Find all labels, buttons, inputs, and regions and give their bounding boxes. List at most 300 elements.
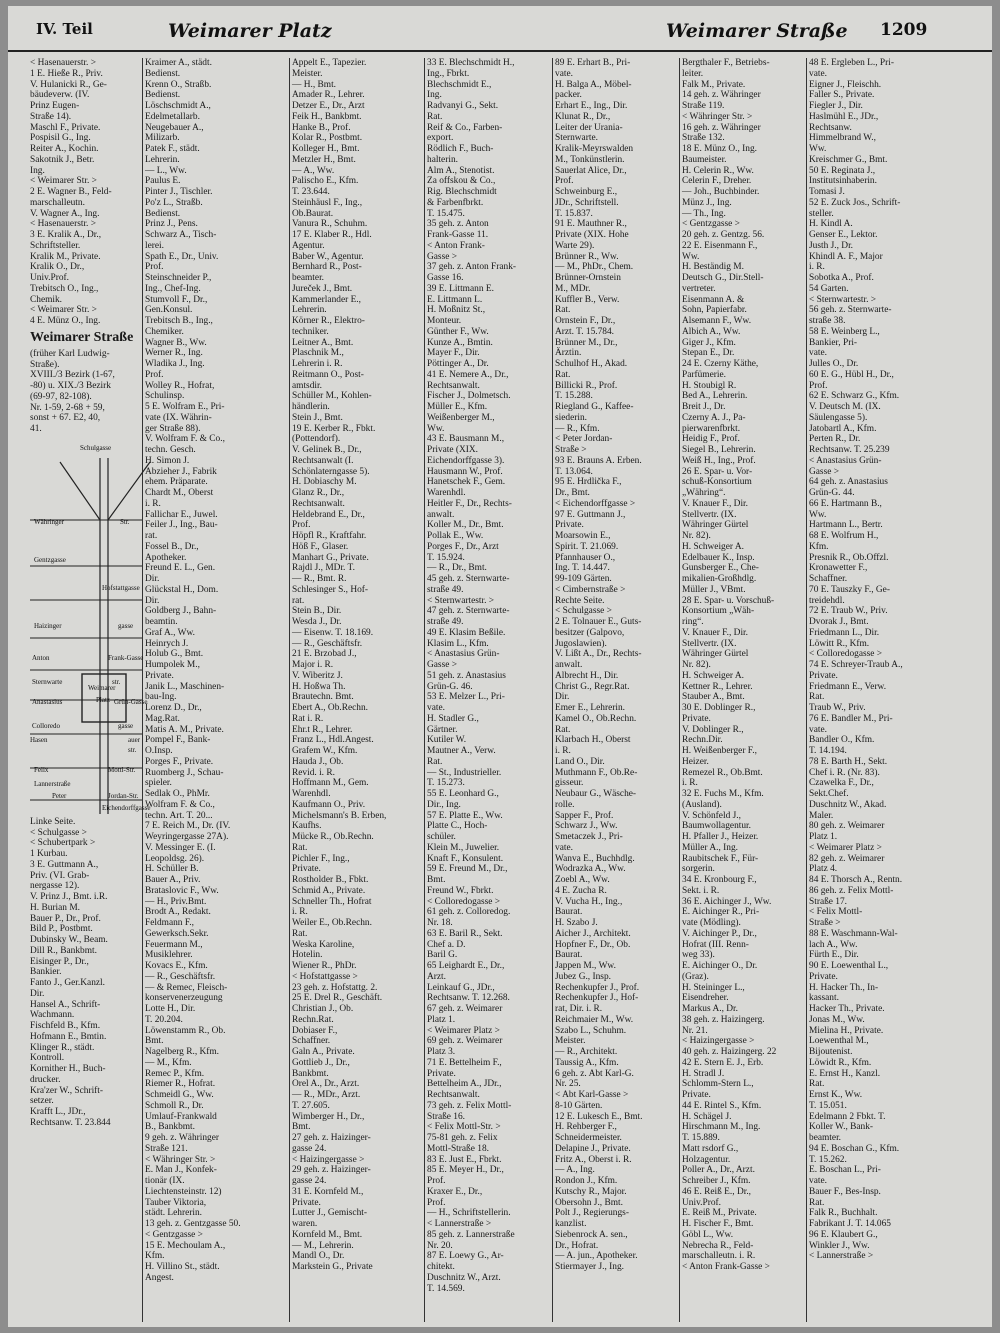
entry-line: Rechn.Dir. (682, 735, 723, 746)
entry-line: Rechenkupfer J., Hof- (555, 993, 639, 1004)
entry-line: Rig. Blechschmidt (427, 187, 497, 197)
entry-line: Holzagentur. (682, 1154, 731, 1165)
entry-line: 20 geh. z. Gentzg. 56. (682, 230, 765, 240)
entry-line: Gasse > (809, 466, 840, 477)
entry-line: Klasim L., Kfm. (427, 638, 489, 649)
entry-line: H. Schweiger A. (682, 670, 744, 681)
entry-line: 75-81 geh. z. Felix (427, 1133, 498, 1143)
entry-line: 9 geh. z. Währinger (145, 1133, 220, 1143)
entry-line: Bernhard R., Post- (292, 262, 362, 273)
entry-line: 29 geh. z. Haizinger- (292, 1165, 371, 1176)
entry-line: 67 geh. z. Weimarer (427, 1004, 503, 1014)
entry-line: < Weimarer Str. > (30, 176, 97, 187)
entry-line: H. Balga A., Möbel- (555, 79, 632, 90)
entry-line: Neugebauer A., (145, 122, 204, 133)
entry-line: Gunsberger E., Che- (682, 563, 759, 574)
entry-line: spieler. (145, 778, 172, 789)
entry-line: H. Simon J. (145, 455, 190, 466)
entry-line: M., MDr. (555, 283, 591, 294)
entry-line: Ing. (30, 165, 45, 176)
entry-line: Edelmann 2 Fbkt. T. (809, 1111, 886, 1122)
map-street-label: str. (128, 745, 137, 754)
entry-line: 76 E. Bandler M., Pri- (809, 713, 893, 724)
entry-line: Mottl-Straße 18. (427, 1143, 489, 1154)
map-street-label: Schulgasse (80, 443, 112, 452)
entry-line: < Lannerstraße > (427, 1219, 492, 1229)
entry-line: Schreiber J., Kfm. (682, 1176, 751, 1186)
entry-line: i. R. (809, 262, 825, 273)
entry-line: ehem. Präparate. (145, 477, 208, 488)
entry-line: 97 E. Guttmann J., (555, 509, 626, 520)
entry-line: < Anastasius Grün- (427, 649, 500, 660)
entry-line: Julles O., Dr. (809, 359, 859, 369)
entry-line: 70 E. Tauszky F., Ge- (809, 584, 890, 595)
map-street-label: Mottl-Str. (108, 765, 136, 774)
street-map-drawing (30, 438, 151, 814)
entry-line: T. 13.064. (555, 466, 593, 477)
entry-line: Löwidt R., Kfm. (809, 1057, 872, 1068)
entry-line: 42 E. Stern E. J., Erb. (682, 1057, 764, 1068)
entry-line: Private. (145, 670, 174, 681)
entry-line: Kraimer A., städt. (145, 58, 212, 68)
entry-line: Lorenz D., Dr., (145, 703, 202, 713)
entry-line: E. Aichinger O., Dr. (682, 961, 758, 971)
entry-line: Dr., Hofrat. (555, 1240, 599, 1251)
entry-line: Agentur. (292, 240, 325, 251)
entry-line: vate. (809, 724, 827, 735)
entry-line: 72 E. Traub W., Priv. (809, 606, 888, 617)
entry-line: < Anastasius Grün- (809, 455, 882, 466)
entry-line: M., Tonkünstlerin. (555, 154, 625, 165)
entry-line: Wimberger H., Dr., (292, 1111, 365, 1122)
entry-line: JDr., Schriftstell. (555, 197, 619, 208)
entry-line: Gen.Konsul. (145, 305, 193, 316)
entry-line: H. Hoßwa Th. (292, 681, 346, 692)
entry-line: ger Straße 88). (145, 423, 201, 434)
entry-line: Rechtsanw. T. 23.844 (30, 1117, 111, 1128)
entry-line: Freund W., Fbrkt. (427, 885, 494, 896)
entry-line: — St., Industrieller. (427, 767, 502, 778)
entry-line: rat. (292, 595, 305, 606)
entry-line: kassant. (809, 993, 839, 1004)
entry-line: 78 E. Barth H., Sekt. (809, 756, 888, 767)
entry-line: Christian J., Ob. (292, 1004, 354, 1014)
entry-line: 27 geh. z. Haizinger- (292, 1133, 371, 1143)
entry-line: Angest. (145, 1272, 174, 1283)
entry-line: — M., Lehrerin. (292, 1240, 354, 1251)
entry-line: Polt J., Regierungs- (555, 1208, 629, 1219)
entry-line: Straße 14). (30, 111, 72, 122)
entry-line: schüler. (427, 832, 456, 842)
entry-line: 60 E. G., Hübl H., Dr., (809, 369, 894, 380)
entry-line: Rostholder B., Fbkt. (292, 875, 369, 885)
entry-line: Weyringergasse 27A). (145, 832, 229, 842)
entry-line: Bauer F., Bes-Insp. (809, 1186, 881, 1197)
entry-line: Pfannhauser O., (555, 552, 616, 563)
entry-line: Markus A., Dr. (682, 1004, 738, 1014)
entry-line: vertreter. (682, 283, 716, 294)
entry-line: Heitler F., Dr., Rechts- (427, 498, 512, 509)
entry-line: 28 E. Spar- u. Vorschuß- (682, 595, 775, 606)
entry-line: 74 E. Schreyer-Traub A., (809, 660, 903, 670)
entry-line: T. 15.475. (427, 208, 465, 219)
entry-line: V. Aichinger P., Dr., (682, 928, 757, 939)
entry-line: Jatobartl A., Kfm. (809, 423, 877, 434)
entry-line: 35 geh. z. Anton (427, 219, 489, 230)
entry-line: export. (427, 133, 454, 144)
entry-line: 89 E. Erhart B., Pri- (555, 58, 631, 68)
entry-line: vate. (555, 842, 573, 853)
entry-line: Milizarb. (145, 133, 180, 144)
entry-line: weg 33). (682, 950, 715, 961)
entry-line: Pollak E., Ww. (427, 531, 484, 541)
entry-line: i. R. (682, 778, 698, 789)
entry-line: Kutiler W. (427, 735, 467, 746)
directory-column-7 (809, 58, 989, 1322)
entry-line: Grün-G. 46. (427, 681, 473, 692)
entry-line: Kfm. (809, 541, 829, 552)
entry-line: Göbl L., Ww. (682, 1229, 734, 1240)
entry-line: Leopoldsg. 26). (145, 853, 205, 864)
entry-line: Wodrazka A., Ww. (555, 864, 626, 875)
entry-line: Straße). (30, 359, 60, 370)
entry-line: Gasse 16. (427, 273, 464, 283)
entry-line: H. Villino St., städt. (145, 1262, 220, 1272)
entry-line: Prof. (555, 176, 574, 187)
right-running-title: Weimarer Straße (666, 20, 848, 42)
entry-line: Kolar R., Postbmt. (292, 133, 363, 144)
entry-line: Obersohn J., Bmt. (555, 1197, 623, 1208)
entry-line: Prof. (427, 1197, 446, 1208)
entry-line: < Felix Mottl-Str. > (427, 1122, 501, 1133)
entry-line: Galn A., Private. (292, 1047, 355, 1057)
entry-line: 24 E. Czerny Käthe, (682, 359, 759, 369)
entry-line: 51 geh. z. Anastasius (427, 670, 506, 681)
entry-line: packer. (555, 90, 582, 101)
entry-line: E. Boschan L., Pri- (809, 1165, 881, 1176)
entry-line: Schaffner. (809, 574, 848, 584)
entry-line: Günther F., Ww. (427, 326, 489, 337)
entry-line: Rat. (809, 1079, 825, 1090)
entry-line: Schwarz A., Tisch- (145, 230, 217, 240)
entry-line: 56 geh. z. Sternwarte- (809, 305, 892, 316)
entry-line: gisseur. (555, 778, 584, 789)
entry-line: Müller J., VBmt. (682, 584, 746, 595)
entry-line: Bankier. (30, 967, 62, 978)
entry-line: Trebitsch O., Ing., (30, 283, 99, 294)
entry-line: techn. Art. T. 20... (145, 810, 213, 821)
entry-line: Hauda J., Ob. (292, 756, 344, 767)
entry-line: rolle. (555, 799, 575, 810)
entry-line: Mayer F., Dir. (427, 348, 480, 359)
entry-line: Warte 29). (555, 240, 595, 251)
entry-line: — & Remec, Fleisch- (145, 982, 228, 993)
entry-line: Haslmühl E., JDr., (809, 111, 879, 122)
entry-line: Mielina H., Private. (809, 1025, 884, 1036)
entry-line: < Anton Frank- (427, 240, 485, 251)
entry-line: Remezel R., Ob.Bmt. (682, 767, 763, 778)
entry-line: (Graz). (682, 971, 709, 982)
entry-line: Stellvertr. (IX. (682, 638, 737, 649)
entry-line: marschalleutn. i. R. (682, 1251, 756, 1262)
directory-page (8, 6, 992, 1327)
entry-line: sorgerin. (682, 864, 715, 875)
entry-line: Nr. 25. (555, 1079, 581, 1090)
entry-line: Glückstal H., Dom. (145, 584, 219, 595)
entry-line: < Gentzgasse > (145, 1229, 203, 1240)
entry-line: Hotelin. (292, 950, 323, 961)
entry-line: Müller A., Ing. (682, 842, 738, 853)
entry-line: Palischo E., Kfm. (292, 176, 359, 187)
map-street-label: Frank-Gasse (108, 653, 144, 662)
entry-line: Mautner A., Verw. (427, 746, 496, 756)
entry-line: Baurat. (555, 950, 583, 961)
entry-line: 88 E. Waschmann-Wal- (809, 928, 898, 939)
entry-line: < Sternwartestr. > (427, 595, 495, 606)
entry-line: Stellvertr. (IX. (682, 509, 737, 520)
entry-line: Stepan E., Dr. (682, 348, 735, 359)
entry-line: anwalt. (427, 509, 455, 520)
entry-line: vate. (809, 1176, 827, 1186)
entry-line: Lutter J., Gemischt- (292, 1208, 367, 1219)
entry-line: Stein J., Bmt. (292, 412, 343, 423)
entry-line: 96 E. Klaubert G., (809, 1229, 878, 1240)
entry-line: Reichmaier M., Ww. (555, 1014, 634, 1025)
entry-line: Meister. (555, 1036, 586, 1047)
entry-line: Lehrerin i. R. (292, 359, 343, 369)
entry-line: Tauber Viktoria, (145, 1197, 207, 1208)
entry-line: < Weimarer Platz > (427, 1025, 500, 1036)
entry-line: 30 E. Doblinger R., (682, 703, 756, 713)
entry-line: V. Messinger E. (I. (145, 842, 216, 853)
entry-line: i. R. (145, 498, 161, 509)
entry-line: Freund E. L., Gen. (145, 563, 216, 574)
entry-line: 40 geh. z. Haizingerg. 22 (682, 1047, 777, 1057)
entry-line: Klein M., Juwelier. (427, 842, 500, 853)
map-line (60, 462, 100, 520)
entry-line: 83 E. Just E., Fbrkt. (427, 1154, 502, 1165)
entry-line: Bmt. (145, 1036, 164, 1047)
entry-line: setzer. (30, 1096, 54, 1107)
entry-line: Schlesinger S., Hof- (292, 584, 369, 595)
entry-line: Hofrat (III. Renn- (682, 939, 749, 950)
entry-line: Schweinburg E., (555, 187, 618, 197)
entry-line: Frank-Gasse 11. (427, 230, 489, 240)
entry-line: T. 15.288. (555, 391, 593, 402)
entry-line: Smetaczek J., Pri- (555, 832, 623, 842)
entry-line: Hanetschek F., Gem. (427, 477, 506, 488)
map-street-label: Eichendorffgasse (102, 803, 151, 812)
entry-line: Mag.Rat. (145, 713, 180, 724)
entry-line: Reif & Co., Farben- (427, 122, 503, 133)
map-street-label: Colloredo (32, 721, 60, 730)
entry-line: H. Szabo J. (555, 918, 598, 928)
entry-line: Rat. (809, 1197, 825, 1208)
entry-line: Kamel O., Ob.Rechn. (555, 713, 637, 724)
entry-line: H. Kindl A. (809, 219, 853, 230)
entry-line: < Felix Mottl- (809, 907, 863, 918)
entry-line: Heinrych J. (145, 638, 189, 649)
entry-line: V. Prinz J., Bmt. i.R. (30, 892, 108, 902)
entry-line: Liechtensteinstr. 12) (145, 1186, 222, 1197)
entry-line: Gärtner. (427, 724, 458, 735)
entry-line: 57 E. Platte E., Ww. (427, 810, 503, 821)
street-map (30, 438, 151, 814)
entry-line: rat. (145, 531, 158, 541)
entry-line: Spirit. T. 21.069. (555, 541, 619, 552)
entry-line: 2 E. Wagner B., Feld- (30, 187, 112, 197)
entry-line: H. Stoubigl R. (682, 380, 737, 391)
entry-line: — Th., Ing. (682, 208, 726, 219)
entry-line: Mandl O., Dr. (292, 1251, 345, 1262)
entry-line: Winkler J., Ww. (809, 1240, 870, 1251)
entry-line: Kovacs E., Kfm. (145, 961, 208, 971)
entry-line: Grafem W., Kfm. (292, 746, 358, 756)
entry-line: Detzer E., Dr., Arzt (292, 101, 365, 111)
entry-line: 21 E. Brzobad J., (292, 649, 357, 660)
entry-line: 41. (30, 424, 42, 434)
entry-line: Werner R., Ing. (145, 348, 203, 359)
entry-line: — R., Kfm. (555, 423, 600, 434)
entry-line: 13 geh. z. Gentzgasse 50. (145, 1219, 241, 1229)
entry-line: Brünner R., Ww. (555, 251, 619, 262)
entry-line: Chardt M., Oberst (145, 488, 214, 498)
entry-line: Bergthaler F., Betriebs- (682, 58, 770, 68)
entry-line: Matt rsdorf G., (682, 1143, 739, 1154)
entry-line: 55 E. Leonhard G., (427, 789, 499, 799)
entry-line: Porges F., Dr., Arzt (427, 541, 499, 552)
entry-line: < Haizingergasse > (682, 1036, 755, 1047)
entry-line: Fritz A., Oberst i. R. (555, 1154, 632, 1165)
entry-line: T. 15.273. (427, 778, 465, 789)
entry-line: 62 E. Schwarz G., Kfm. (809, 391, 900, 402)
entry-line: 90 E. Loewenthal L., (809, 961, 889, 971)
entry-line: Christ G., Regr.Rat. (555, 681, 630, 692)
entry-line: Hopfner F., Dr., Ob. (555, 939, 631, 950)
entry-line: & Farbenfbrkt. (427, 197, 484, 208)
entry-line: Arzt. T. 15.784. (555, 326, 615, 337)
entry-line: Schlomm-Stern L., (682, 1079, 754, 1090)
entry-line: Kralik O., Dr., (30, 262, 85, 273)
entry-line: Steinhäusl F., Ing., (292, 197, 363, 208)
entry-line: Münz J., Ing. (682, 197, 732, 208)
entry-line: techniker. (292, 326, 329, 337)
entry-line: kanzlist. (555, 1219, 587, 1229)
entry-line: Muthmann F., Ob.Re- (555, 767, 638, 778)
entry-line: E. Man J., Konfek- (145, 1165, 217, 1176)
entry-line: Nr. 20. (427, 1240, 453, 1251)
entry-line: Sohn, Papierfabr. (682, 305, 747, 316)
entry-line: Gottlieb J., Dr., (292, 1057, 350, 1068)
entry-line: Ww. (809, 144, 827, 154)
entry-line: Vanura R., Schuhm. (292, 219, 368, 230)
map-street-label: Gentzgasse (34, 555, 66, 564)
entry-line: Private. (682, 1090, 711, 1100)
entry-line: Spath E., Dr., Univ. (145, 251, 219, 262)
entry-line: Straße 17. (809, 896, 848, 907)
directory-column-1 (30, 58, 151, 1322)
entry-line: Bankier, Pri- (809, 337, 858, 348)
map-street-label: Haizinger (34, 621, 62, 630)
entry-line: — R., Geschäftsfr. (292, 638, 363, 649)
map-street-label: gasse (118, 621, 134, 630)
entry-line: Ing. (427, 90, 442, 101)
entry-line: Dr., Bmt. (555, 488, 590, 498)
map-street-label: gasse (118, 721, 134, 730)
entry-line: (Pottendorf). (292, 434, 341, 445)
entry-line: Kralik M., Private. (30, 251, 101, 262)
entry-line: Czawelka F., Dr., (809, 778, 874, 789)
entry-line: 32 E. Fuchs M., Kfm. (682, 789, 764, 799)
entry-line: Orel A., Dr., Arzt. (292, 1079, 360, 1090)
entry-line: Nr. 82). (682, 660, 711, 670)
entry-line: Stauber A., Bmt. (682, 692, 745, 703)
entry-line: Wolley R., Hofrat, (145, 380, 215, 391)
entry-line: Straße 132. (682, 133, 725, 144)
entry-line: Matis A. M., Private. (145, 724, 224, 735)
entry-line: Maschl F., Private. (30, 122, 101, 133)
entry-line: Graf A., Ww. (145, 627, 195, 638)
entry-line: Paulus E. (145, 176, 181, 187)
entry-line: Fallichar E., Juwel. (145, 509, 218, 520)
entry-line: Leinkauf G., JDr., (427, 982, 495, 993)
entry-line: — H., Schriftstellerin. (427, 1208, 511, 1219)
entry-line: Schmoll R., Dr. (145, 1100, 204, 1111)
entry-line: Sedlak O., PhMr. (145, 789, 210, 799)
entry-line: Währinger Gürtel (682, 649, 749, 660)
entry-line: Platz 1. (427, 1014, 456, 1025)
entry-line: T. 27.605. (292, 1100, 330, 1111)
entry-line: Appelt E., Tapezier. (292, 58, 367, 68)
entry-line: Stumvoll F., Dr., (145, 294, 208, 305)
entry-line: Tomasi J. (809, 187, 845, 197)
entry-line: Stiermayer J., Ing. (555, 1262, 624, 1272)
entry-line: Hausmann W., Prof. (427, 466, 503, 477)
entry-line: Hofmann E., Bmtin. (30, 1031, 107, 1042)
entry-line: Lehrerin. (292, 305, 327, 316)
entry-line: Rechtsanw. T. 12.268. (427, 993, 510, 1004)
entry-line: E. Ernst H., Kanzl. (809, 1068, 881, 1079)
entry-line: Wolfram F. & Co., (145, 799, 215, 810)
entry-line: Giger J., Kfm. (682, 337, 736, 348)
entry-line: Porges F., Private. (145, 756, 214, 767)
entry-line: 2 E. Tolnauer E., Guts- (555, 617, 642, 627)
entry-line: Platte C., Hoch- (427, 821, 488, 832)
entry-line: Schulinsp. (145, 391, 185, 402)
entry-line: 37 geh. z. Anton Frank- (427, 262, 517, 273)
map-street-label: Anton (32, 653, 50, 662)
entry-line: Baurat. (555, 907, 583, 918)
entry-line: Platz 1. (809, 832, 838, 842)
entry-line: 39 E. Littmann E. (427, 283, 494, 294)
entry-line: 58 E. Weinberg L., (809, 326, 880, 337)
entry-line: Loewenthal M., (809, 1036, 869, 1047)
entry-line: Hansel A., Schrift- (30, 999, 101, 1010)
entry-line: Dubinsky W., Beam. (30, 935, 108, 945)
entry-line: Währinger Gürtel (682, 520, 749, 531)
entry-line: Faller S., Private. (809, 90, 875, 101)
entry-line: Brünner M., Dr., (555, 337, 618, 348)
entry-line: beamter. (292, 273, 325, 283)
entry-line: Revid. i. R. (292, 767, 335, 778)
entry-line: — H., Bmt. (292, 79, 337, 90)
entry-line: T. 15.924. (427, 552, 465, 563)
entry-line: Rat. (555, 724, 571, 735)
entry-line: < Anton Frank-Gasse > (682, 1262, 770, 1272)
entry-line: Amader R., Lehrer. (292, 90, 365, 101)
entry-line: Remec P., Kfm. (145, 1068, 205, 1079)
directory-column-6 (682, 58, 807, 1322)
